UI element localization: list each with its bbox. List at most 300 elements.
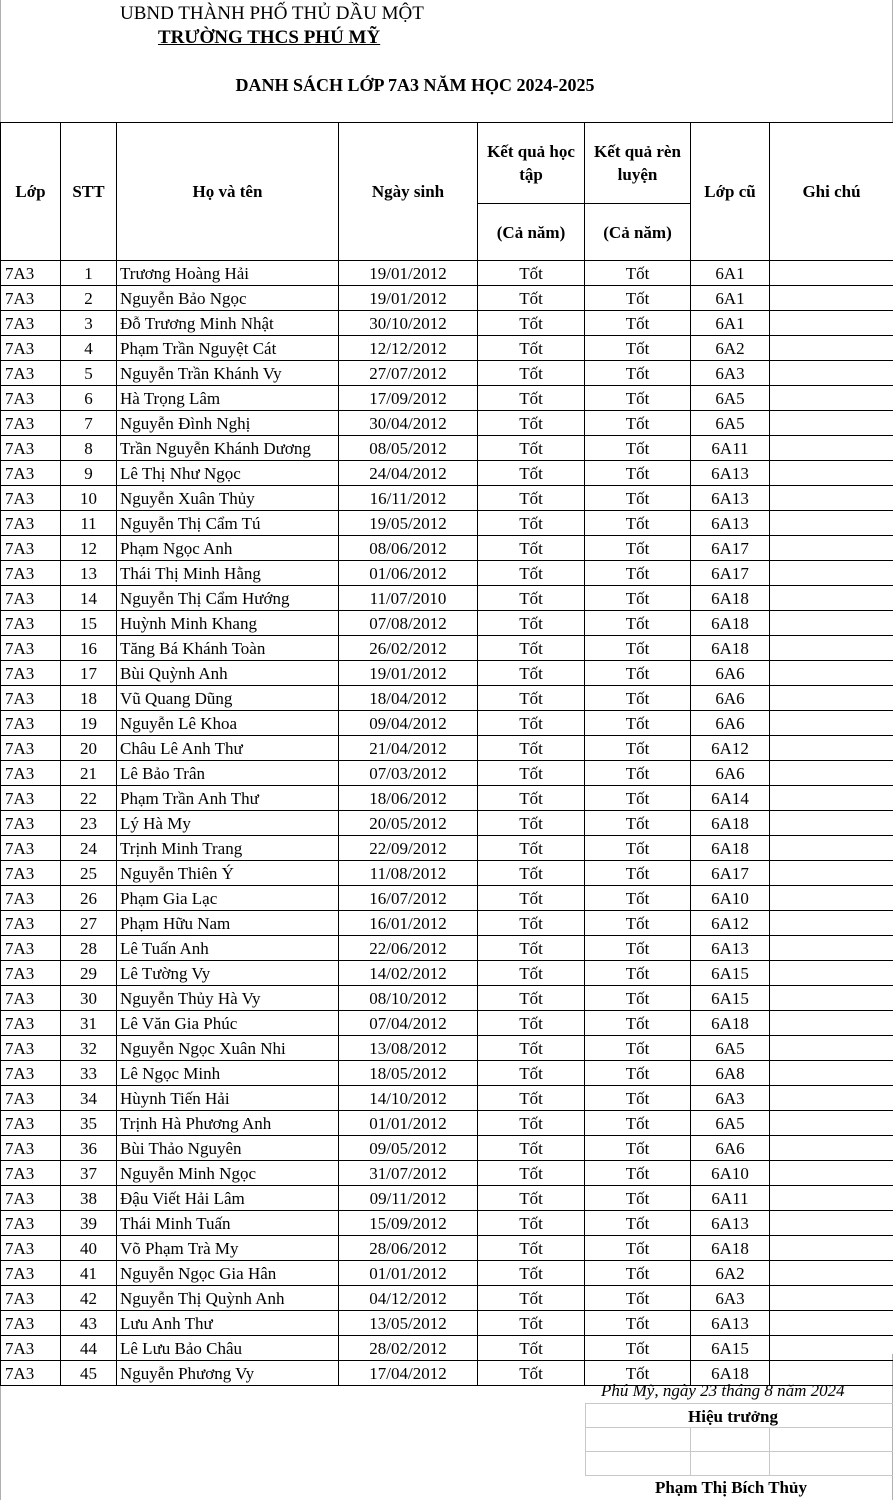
cell-conduct: Tốt — [585, 661, 691, 686]
cell-name: Lý Hà My — [117, 811, 339, 836]
cell-academic: Tốt — [478, 1061, 585, 1086]
cell-stt: 8 — [61, 436, 117, 461]
cell-conduct: Tốt — [585, 536, 691, 561]
cell-conduct: Tốt — [585, 686, 691, 711]
col-header-conduct: Kết quả rèn luyện — [585, 123, 691, 204]
cell-name: Lê Thị Như Ngọc — [117, 461, 339, 486]
cell-academic: Tốt — [478, 1036, 585, 1061]
cell-name: Nguyễn Minh Ngọc — [117, 1161, 339, 1186]
cell-conduct: Tốt — [585, 786, 691, 811]
cell-class: 7A3 — [1, 261, 61, 286]
cell-stt: 37 — [61, 1161, 117, 1186]
cell-class: 7A3 — [1, 911, 61, 936]
cell-stt: 1 — [61, 261, 117, 286]
cell-dob: 08/06/2012 — [339, 536, 478, 561]
cell-name: Nguyễn Phương Vy — [117, 1361, 339, 1386]
cell-academic: Tốt — [478, 886, 585, 911]
cell-dob: 22/06/2012 — [339, 936, 478, 961]
cell-name: Trịnh Minh Trang — [117, 836, 339, 861]
cell-academic: Tốt — [478, 736, 585, 761]
cell-academic: Tốt — [478, 1211, 585, 1236]
cell-old-class: 6A15 — [691, 1336, 770, 1361]
signature-grid-line — [585, 1427, 893, 1428]
cell-class: 7A3 — [1, 936, 61, 961]
cell-old-class: 6A5 — [691, 411, 770, 436]
cell-old-class: 6A18 — [691, 811, 770, 836]
cell-conduct: Tốt — [585, 461, 691, 486]
col-header-old-class: Lớp cũ — [691, 123, 770, 261]
cell-old-class: 6A13 — [691, 486, 770, 511]
cell-academic: Tốt — [478, 1336, 585, 1361]
cell-conduct: Tốt — [585, 261, 691, 286]
cell-note — [770, 1161, 893, 1186]
cell-note — [770, 1186, 893, 1211]
cell-class: 7A3 — [1, 336, 61, 361]
cell-note — [770, 1336, 893, 1361]
cell-stt: 16 — [61, 636, 117, 661]
table-body — [1, 261, 893, 1386]
cell-note — [770, 761, 893, 786]
cell-dob: 04/12/2012 — [339, 1286, 478, 1311]
cell-note — [770, 611, 893, 636]
cell-conduct: Tốt — [585, 586, 691, 611]
cell-name: Hà Trọng Lâm — [117, 386, 339, 411]
table-row — [1, 1336, 893, 1361]
cell-class: 7A3 — [1, 1211, 61, 1236]
cell-old-class: 6A18 — [691, 1236, 770, 1261]
cell-conduct: Tốt — [585, 286, 691, 311]
cell-academic: Tốt — [478, 836, 585, 861]
table-row — [1, 611, 893, 636]
cell-name: Phạm Trần Nguyệt Cát — [117, 336, 339, 361]
cell-conduct: Tốt — [585, 1161, 691, 1186]
cell-note — [770, 486, 893, 511]
cell-conduct: Tốt — [585, 511, 691, 536]
cell-class: 7A3 — [1, 686, 61, 711]
cell-conduct: Tốt — [585, 561, 691, 586]
cell-dob: 19/01/2012 — [339, 286, 478, 311]
cell-name: Thái Thị Minh Hằng — [117, 561, 339, 586]
cell-conduct: Tốt — [585, 311, 691, 336]
cell-class: 7A3 — [1, 961, 61, 986]
cell-stt: 23 — [61, 811, 117, 836]
table-row — [1, 361, 893, 386]
cell-stt: 30 — [61, 986, 117, 1011]
cell-academic: Tốt — [478, 361, 585, 386]
table-row — [1, 761, 893, 786]
cell-old-class: 6A13 — [691, 1311, 770, 1336]
cell-dob: 20/05/2012 — [339, 811, 478, 836]
cell-note — [770, 1036, 893, 1061]
cell-dob: 26/02/2012 — [339, 636, 478, 661]
cell-academic: Tốt — [478, 686, 585, 711]
cell-class: 7A3 — [1, 1236, 61, 1261]
cell-name: Nguyễn Thiên Ý — [117, 861, 339, 886]
cell-note — [770, 1286, 893, 1311]
cell-academic: Tốt — [478, 1136, 585, 1161]
cell-old-class: 6A18 — [691, 836, 770, 861]
cell-note — [770, 736, 893, 761]
cell-old-class: 6A6 — [691, 711, 770, 736]
principal-title: Hiệu trưởng — [688, 1407, 778, 1426]
cell-conduct: Tốt — [585, 911, 691, 936]
cell-academic: Tốt — [478, 436, 585, 461]
cell-academic: Tốt — [478, 1186, 585, 1211]
table-row — [1, 786, 893, 811]
cell-stt: 19 — [61, 711, 117, 736]
cell-name: Nguyễn Trần Khánh Vy — [117, 361, 339, 386]
cell-name: Trần Nguyễn Khánh Dương — [117, 436, 339, 461]
cell-dob: 07/08/2012 — [339, 611, 478, 636]
cell-academic: Tốt — [478, 536, 585, 561]
cell-conduct: Tốt — [585, 1261, 691, 1286]
cell-old-class: 6A18 — [691, 636, 770, 661]
cell-conduct: Tốt — [585, 1311, 691, 1336]
cell-note — [770, 886, 893, 911]
col-subheader-conduct-year: (Cả năm) — [585, 204, 691, 261]
cell-old-class: 6A18 — [691, 1011, 770, 1036]
cell-note — [770, 1236, 893, 1261]
cell-note — [770, 836, 893, 861]
cell-dob: 16/07/2012 — [339, 886, 478, 911]
cell-dob: 19/01/2012 — [339, 661, 478, 686]
cell-note — [770, 536, 893, 561]
col-header-stt: STT — [61, 123, 117, 261]
cell-old-class: 6A18 — [691, 586, 770, 611]
cell-note — [770, 561, 893, 586]
table-row — [1, 1261, 893, 1286]
cell-name: Lê Tuấn Anh — [117, 936, 339, 961]
cell-note — [770, 686, 893, 711]
place-date: Phú Mỹ, ngày 23 tháng 8 năm 2024 — [601, 1381, 845, 1400]
cell-old-class: 6A1 — [691, 286, 770, 311]
cell-old-class: 6A17 — [691, 536, 770, 561]
cell-name: Lê Bảo Trân — [117, 761, 339, 786]
cell-old-class: 6A12 — [691, 911, 770, 936]
table-row — [1, 336, 893, 361]
cell-old-class: 6A10 — [691, 886, 770, 911]
signature-grid-line — [585, 1403, 893, 1404]
cell-stt: 3 — [61, 311, 117, 336]
cell-class: 7A3 — [1, 1361, 61, 1386]
cell-class: 7A3 — [1, 361, 61, 386]
cell-stt: 41 — [61, 1261, 117, 1286]
cell-note — [770, 1011, 893, 1036]
cell-academic: Tốt — [478, 586, 585, 611]
signature-grid-line — [585, 1403, 586, 1475]
cell-dob: 28/06/2012 — [339, 1236, 478, 1261]
sheet-left-border — [0, 0, 1, 122]
table-row — [1, 1286, 893, 1311]
cell-academic: Tốt — [478, 1361, 585, 1386]
cell-old-class: 6A18 — [691, 611, 770, 636]
cell-conduct: Tốt — [585, 936, 691, 961]
cell-dob: 16/11/2012 — [339, 486, 478, 511]
cell-note — [770, 786, 893, 811]
cell-academic: Tốt — [478, 1111, 585, 1136]
cell-class: 7A3 — [1, 786, 61, 811]
cell-academic: Tốt — [478, 411, 585, 436]
cell-name: Nguyễn Đình Nghị — [117, 411, 339, 436]
cell-class: 7A3 — [1, 536, 61, 561]
cell-academic: Tốt — [478, 486, 585, 511]
cell-dob: 30/04/2012 — [339, 411, 478, 436]
cell-old-class: 6A11 — [691, 1186, 770, 1211]
cell-stt: 14 — [61, 586, 117, 611]
cell-dob: 13/08/2012 — [339, 1036, 478, 1061]
cell-conduct: Tốt — [585, 1336, 691, 1361]
cell-class: 7A3 — [1, 1261, 61, 1286]
cell-class: 7A3 — [1, 411, 61, 436]
cell-class: 7A3 — [1, 811, 61, 836]
cell-dob: 14/10/2012 — [339, 1086, 478, 1111]
cell-class: 7A3 — [1, 636, 61, 661]
cell-dob: 24/04/2012 — [339, 461, 478, 486]
col-header-dob: Ngày sinh — [339, 123, 478, 261]
cell-name: Trương Hoàng Hải — [117, 261, 339, 286]
cell-academic: Tốt — [478, 1286, 585, 1311]
table-row — [1, 461, 893, 486]
table-row — [1, 861, 893, 886]
cell-stt: 17 — [61, 661, 117, 686]
cell-conduct: Tốt — [585, 1361, 691, 1386]
table-row — [1, 1161, 893, 1186]
cell-conduct: Tốt — [585, 711, 691, 736]
document-title: DANH SÁCH LỚP 7A3 NĂM HỌC 2024-2025 — [235, 75, 595, 95]
cell-dob: 15/09/2012 — [339, 1211, 478, 1236]
cell-note — [770, 986, 893, 1011]
cell-name: Hùynh Tiến Hải — [117, 1086, 339, 1111]
cell-conduct: Tốt — [585, 1061, 691, 1086]
cell-dob: 30/10/2012 — [339, 311, 478, 336]
cell-class: 7A3 — [1, 861, 61, 886]
cell-stt: 9 — [61, 461, 117, 486]
table-row — [1, 1236, 893, 1261]
table-row — [1, 436, 893, 461]
cell-old-class: 6A13 — [691, 1211, 770, 1236]
cell-old-class: 6A12 — [691, 736, 770, 761]
cell-class: 7A3 — [1, 461, 61, 486]
cell-stt: 36 — [61, 1136, 117, 1161]
cell-class: 7A3 — [1, 886, 61, 911]
cell-academic: Tốt — [478, 261, 585, 286]
cell-class: 7A3 — [1, 286, 61, 311]
cell-name: Vũ Quang Dũng — [117, 686, 339, 711]
cell-note — [770, 1111, 893, 1136]
cell-conduct: Tốt — [585, 336, 691, 361]
cell-class: 7A3 — [1, 611, 61, 636]
cell-academic: Tốt — [478, 936, 585, 961]
cell-old-class: 6A5 — [691, 1036, 770, 1061]
table-row — [1, 1111, 893, 1136]
cell-name: Lê Lưu Bảo Châu — [117, 1336, 339, 1361]
col-header-name: Họ và tên — [117, 123, 339, 261]
cell-stt: 15 — [61, 611, 117, 636]
cell-dob: 22/09/2012 — [339, 836, 478, 861]
table-row — [1, 886, 893, 911]
cell-stt: 34 — [61, 1086, 117, 1111]
cell-dob: 01/01/2012 — [339, 1111, 478, 1136]
cell-stt: 22 — [61, 786, 117, 811]
cell-name: Đậu Viết Hải Lâm — [117, 1186, 339, 1211]
table-row — [1, 311, 893, 336]
table-row — [1, 1036, 893, 1061]
cell-name: Nguyễn Thị Quỳnh Anh — [117, 1286, 339, 1311]
cell-academic: Tốt — [478, 1011, 585, 1036]
col-header-note: Ghi chú — [770, 123, 893, 261]
table-row — [1, 1311, 893, 1336]
cell-conduct: Tốt — [585, 1136, 691, 1161]
cell-old-class: 6A10 — [691, 1161, 770, 1186]
cell-stt: 29 — [61, 961, 117, 986]
cell-note — [770, 1311, 893, 1336]
table-row — [1, 711, 893, 736]
cell-conduct: Tốt — [585, 1286, 691, 1311]
cell-academic: Tốt — [478, 386, 585, 411]
cell-stt: 24 — [61, 836, 117, 861]
signature-grid-line — [585, 1451, 893, 1452]
cell-dob: 27/07/2012 — [339, 361, 478, 386]
cell-stt: 18 — [61, 686, 117, 711]
cell-note — [770, 511, 893, 536]
cell-class: 7A3 — [1, 436, 61, 461]
cell-stt: 26 — [61, 886, 117, 911]
cell-academic: Tốt — [478, 911, 585, 936]
cell-dob: 18/04/2012 — [339, 686, 478, 711]
table-row — [1, 1136, 893, 1161]
cell-old-class: 6A17 — [691, 861, 770, 886]
cell-stt: 31 — [61, 1011, 117, 1036]
table-row — [1, 686, 893, 711]
cell-dob: 09/05/2012 — [339, 1136, 478, 1161]
cell-class: 7A3 — [1, 736, 61, 761]
cell-class: 7A3 — [1, 1036, 61, 1061]
table-row — [1, 1011, 893, 1036]
cell-academic: Tốt — [478, 511, 585, 536]
signature-grid-line — [585, 1475, 893, 1476]
cell-conduct: Tốt — [585, 636, 691, 661]
cell-old-class: 6A13 — [691, 936, 770, 961]
signature-grid-line — [690, 1427, 691, 1475]
cell-conduct: Tốt — [585, 1086, 691, 1111]
cell-name: Tăng Bá Khánh Toàn — [117, 636, 339, 661]
cell-stt: 42 — [61, 1286, 117, 1311]
cell-name: Phạm Trần Anh Thư — [117, 786, 339, 811]
principal-name: Phạm Thị Bích Thủy — [655, 1478, 807, 1497]
cell-old-class: 6A17 — [691, 561, 770, 586]
signature-grid-line — [769, 1427, 770, 1475]
cell-dob: 11/08/2012 — [339, 861, 478, 886]
cell-stt: 4 — [61, 336, 117, 361]
cell-academic: Tốt — [478, 611, 585, 636]
cell-dob: 31/07/2012 — [339, 1161, 478, 1186]
cell-old-class: 6A8 — [691, 1061, 770, 1086]
cell-old-class: 6A6 — [691, 761, 770, 786]
cell-class: 7A3 — [1, 1311, 61, 1336]
table-row — [1, 1061, 893, 1086]
cell-dob: 01/06/2012 — [339, 561, 478, 586]
cell-stt: 10 — [61, 486, 117, 511]
table-row — [1, 936, 893, 961]
cell-name: Nguyễn Thị Cẩm Hướng — [117, 586, 339, 611]
cell-stt: 35 — [61, 1111, 117, 1136]
table-row — [1, 636, 893, 661]
table-row — [1, 911, 893, 936]
cell-class: 7A3 — [1, 761, 61, 786]
cell-note — [770, 911, 893, 936]
table-row — [1, 386, 893, 411]
cell-class: 7A3 — [1, 586, 61, 611]
cell-class: 7A3 — [1, 1111, 61, 1136]
cell-class: 7A3 — [1, 1161, 61, 1186]
cell-class: 7A3 — [1, 1136, 61, 1161]
cell-class: 7A3 — [1, 661, 61, 686]
cell-name: Thái Minh Tuấn — [117, 1211, 339, 1236]
table-row — [1, 561, 893, 586]
cell-old-class: 6A6 — [691, 661, 770, 686]
cell-stt: 38 — [61, 1186, 117, 1211]
cell-dob: 17/04/2012 — [339, 1361, 478, 1386]
table-header — [1, 123, 893, 261]
cell-note — [770, 286, 893, 311]
cell-academic: Tốt — [478, 1161, 585, 1186]
cell-stt: 21 — [61, 761, 117, 786]
cell-dob: 21/04/2012 — [339, 736, 478, 761]
cell-academic: Tốt — [478, 1086, 585, 1111]
table-row — [1, 1186, 893, 1211]
cell-dob: 19/05/2012 — [339, 511, 478, 536]
cell-note — [770, 586, 893, 611]
cell-academic: Tốt — [478, 786, 585, 811]
cell-academic: Tốt — [478, 1236, 585, 1261]
cell-academic: Tốt — [478, 636, 585, 661]
cell-note — [770, 386, 893, 411]
cell-name: Huỳnh Minh Khang — [117, 611, 339, 636]
cell-note — [770, 1136, 893, 1161]
table-row — [1, 511, 893, 536]
cell-class: 7A3 — [1, 511, 61, 536]
cell-old-class: 6A6 — [691, 1136, 770, 1161]
cell-conduct: Tốt — [585, 761, 691, 786]
table-row — [1, 1211, 893, 1236]
cell-dob: 08/10/2012 — [339, 986, 478, 1011]
cell-old-class: 6A5 — [691, 386, 770, 411]
cell-class: 7A3 — [1, 486, 61, 511]
cell-old-class: 6A3 — [691, 1286, 770, 1311]
cell-class: 7A3 — [1, 986, 61, 1011]
cell-conduct: Tốt — [585, 861, 691, 886]
cell-name: Nguyễn Xuân Thủy — [117, 486, 339, 511]
cell-stt: 28 — [61, 936, 117, 961]
cell-dob: 13/05/2012 — [339, 1311, 478, 1336]
cell-class: 7A3 — [1, 386, 61, 411]
cell-dob: 16/01/2012 — [339, 911, 478, 936]
cell-conduct: Tốt — [585, 436, 691, 461]
table-row — [1, 1086, 893, 1111]
cell-academic: Tốt — [478, 1311, 585, 1336]
cell-academic: Tốt — [478, 461, 585, 486]
cell-conduct: Tốt — [585, 411, 691, 436]
cell-note — [770, 1261, 893, 1286]
cell-academic: Tốt — [478, 811, 585, 836]
cell-name: Lê Ngọc Minh — [117, 1061, 339, 1086]
cell-name: Phạm Ngọc Anh — [117, 536, 339, 561]
cell-class: 7A3 — [1, 711, 61, 736]
cell-conduct: Tốt — [585, 836, 691, 861]
cell-dob: 14/02/2012 — [339, 961, 478, 986]
cell-dob: 28/02/2012 — [339, 1336, 478, 1361]
cell-name: Lưu Anh Thư — [117, 1311, 339, 1336]
